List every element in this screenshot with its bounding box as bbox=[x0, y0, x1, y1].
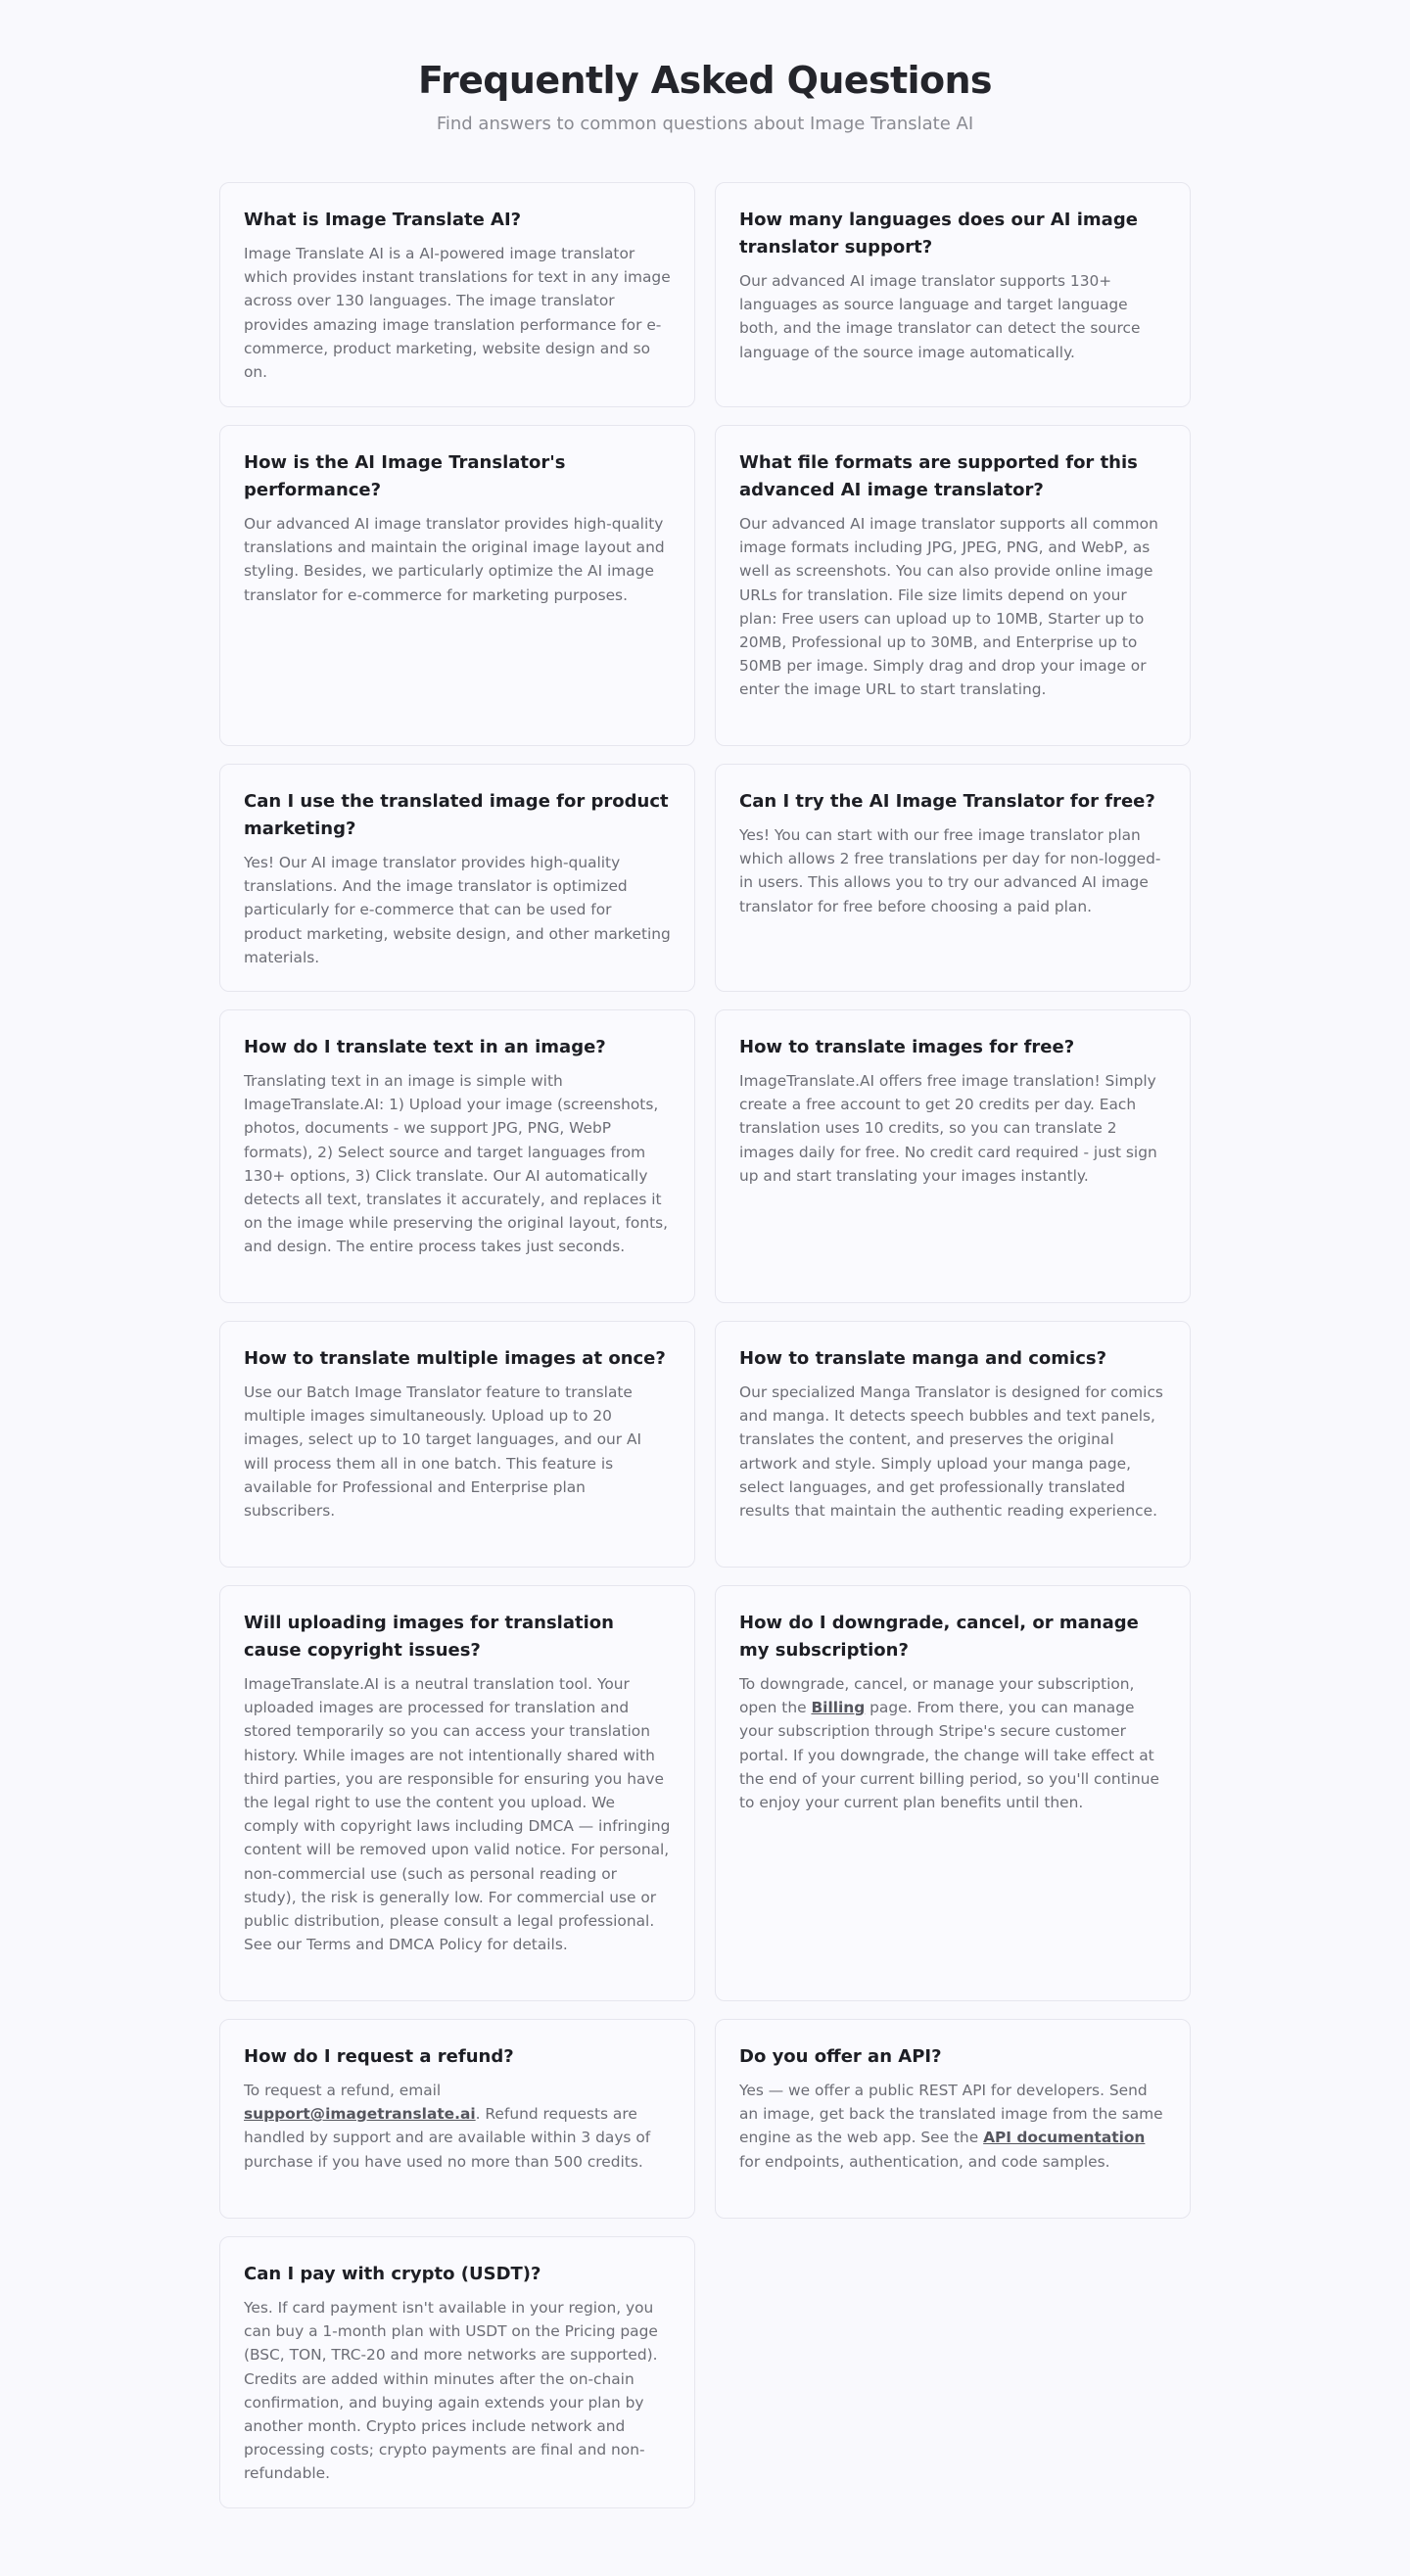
answer-text: page. From there, you can manage your subscription through Stripe's secure customer portal. If you downgrade, the change will take effect at the end of your current billing period, so you'll continue to enjoy your current plan benefits until then. bbox=[739, 1699, 1159, 1812]
faq-question: Can I pay with crypto (USDT)? bbox=[244, 2264, 541, 2284]
faq-answer: Yes. If card payment isn't available in your region, you can buy a 1-month plan with USDT on the Pricing page (BSC, TON, TRC-20 and more networks are supported). Credits are added within minutes after the on-chain confirmation, and buying again extends your plan by another month. Crypto prices include network and processing costs; crypto payments are final and non-refundable. bbox=[244, 2299, 658, 2483]
faq-card-manga bbox=[715, 1321, 1191, 1568]
answer-text: for endpoints, authentication, and code samples. bbox=[739, 2152, 1110, 2171]
faq-answer: Our advanced AI image translator supports all common image formats including JPG, JPEG, PNG, and WebP, as well as screenshots. You can also provide online image URLs for translation. File size limits depend on your plan: Free users can upload up to 10MB, Starter up to 20MB, Professional up to 30MB, and Enterprise up to 50MB per image. Simply drag and drop your image or enter the image URL to start translating. bbox=[739, 515, 1158, 699]
faq-card-subscription bbox=[715, 1585, 1191, 2001]
answer-text: . Refund requests are handled by support and are available within 3 days of purchase if you have used no more than 500 credits. bbox=[244, 2105, 651, 2171]
answer-text: To downgrade, cancel, or manage your subscription, open the bbox=[739, 1675, 1135, 1717]
faq-question: Can I use the translated image for product marketing? bbox=[244, 791, 669, 839]
faq-answer: Translating text in an image is simple with ImageTranslate.AI: 1) Upload your image (screenshots, photos, documents - we support JPG, PNG, WebP formats), 2) Select source and target languages from 130+ options, 3) Click translate. Our AI automatically detects all text, translates it accurately, and replaces it on the image while preserving the original layout, fonts, and design. The entire process takes just seconds. bbox=[244, 1072, 669, 1256]
faq-header bbox=[0, 0, 1410, 137]
faq-card-batch bbox=[219, 1321, 695, 1568]
page-title: Frequently Asked Questions bbox=[418, 59, 992, 102]
faq-question: How to translate images for free? bbox=[739, 1037, 1075, 1057]
faq-card-translate-text bbox=[219, 1009, 695, 1303]
faq-answer: ImageTranslate.AI offers free image translation! Simply create a free account to get 20 credits per day. Each translation uses 10 credits, so you can translate 2 images daily for free. No credit card required - just sign up and start translating your images instantly. bbox=[739, 1072, 1157, 1185]
faq-answer: Image Translate AI is a AI-powered image translator which provides instant translations for text in any image across over 130 languages. The image translator provides amazing image translation performance for e-commerce, product marketing, website design and so on. bbox=[244, 245, 671, 382]
faq-question: What file formats are supported for this advanced AI image translator? bbox=[739, 452, 1138, 500]
faq-card-product-marketing bbox=[219, 764, 695, 992]
faq-question: How do I downgrade, cancel, or manage my subscription? bbox=[739, 1613, 1139, 1661]
faq-question: How do I translate text in an image? bbox=[244, 1037, 606, 1057]
faq-card-api bbox=[715, 2019, 1191, 2219]
faq-card-refund bbox=[219, 2019, 695, 2219]
faq-card-what-is bbox=[219, 182, 695, 407]
faq-card-translate-free bbox=[715, 1009, 1191, 1303]
faq-answer: Use our Batch Image Translator feature to translate multiple images simultaneously. Upload up to 20 images, select up to 10 target languages, and our AI will process them all in one batch. This feature is available for Professional and Enterprise plan subscribers. bbox=[244, 1383, 642, 1521]
faq-card-file-formats bbox=[715, 425, 1191, 746]
faq-question: How to translate manga and comics? bbox=[739, 1348, 1107, 1369]
answer-text: Yes — we offer a public REST API for developers. Send an image, get back the translated image from the same engine as the web app. See the bbox=[739, 2082, 1163, 2147]
faq-answer bbox=[244, 2079, 671, 2174]
answer-text: To request a refund, email bbox=[244, 2082, 442, 2099]
faq-question: How is the AI Image Translator's performance? bbox=[244, 452, 566, 500]
faq-answer bbox=[739, 2079, 1166, 2174]
faq-answer: Yes! You can start with our free image translator plan which allows 2 free translations per day for non-logged-in users. This allows you to try our advanced AI image translator for free before choosing a paid plan. bbox=[739, 826, 1161, 915]
faq-answer: Our specialized Manga Translator is designed for comics and manga. It detects speech bubbles and text panels, translates the content, and preserves the original artwork and style. Simply upload your manga page, select languages, and get professionally translated results that maintain the authentic reading experience. bbox=[739, 1383, 1163, 1521]
billing-link[interactable]: Billing bbox=[811, 1699, 866, 1717]
faq-card-free-trial bbox=[715, 764, 1191, 992]
faq-answer: ImageTranslate.AI is a neutral translation tool. Your uploaded images are processed for translation and stored temporarily so you can access your translation history. While images are not intentionally shared with third parties, you are responsible for ensuring you have the legal right to use the content you upload. We comply with copyright laws including DMCA — infringing content will be removed upon valid notice. For personal, non-commercial use (such as personal reading or study), the risk is generally low. For commercial use or public distribution, please consult a legal professional. See our Terms and DMCA Policy for details. bbox=[244, 1675, 671, 1954]
faq-grid bbox=[219, 182, 1191, 2508]
faq-question: Can I try the AI Image Translator for free? bbox=[739, 791, 1155, 812]
faq-question: Do you offer an API? bbox=[739, 2046, 942, 2067]
faq-answer: Yes! Our AI image translator provides high-quality translations. And the image translator is optimized particularly for e-commerce that can be used for product marketing, website design, and other marketing materials. bbox=[244, 854, 671, 966]
faq-question: How many languages does our AI image translator support? bbox=[739, 210, 1138, 258]
page-subtitle: Find answers to common questions about Image Translate AI bbox=[436, 114, 974, 134]
faq-card-crypto bbox=[219, 2236, 695, 2508]
faq-answer bbox=[739, 1672, 1166, 1814]
faq-question: Will uploading images for translation cause copyright issues? bbox=[244, 1613, 614, 1661]
faq-card-performance bbox=[219, 425, 695, 746]
faq-answer: Our advanced AI image translator provides high-quality translations and maintain the original image layout and styling. Besides, we particularly optimize the AI image translator for e-commerce for marketing purposes. bbox=[244, 515, 665, 604]
api-documentation-link[interactable]: API documentation bbox=[983, 2129, 1146, 2147]
faq-card-copyright bbox=[219, 1585, 695, 2001]
support-email-link[interactable]: support@imagetranslate.ai bbox=[244, 2105, 476, 2124]
faq-question: How to translate multiple images at once? bbox=[244, 1348, 666, 1369]
faq-question: What is Image Translate AI? bbox=[244, 210, 522, 230]
faq-answer: Our advanced AI image translator supports 130+ languages as source language and target language both, and the image translator can detect the source language of the source image automatically. bbox=[739, 272, 1141, 361]
faq-card-languages bbox=[715, 182, 1191, 407]
faq-question: How do I request a refund? bbox=[244, 2046, 514, 2067]
